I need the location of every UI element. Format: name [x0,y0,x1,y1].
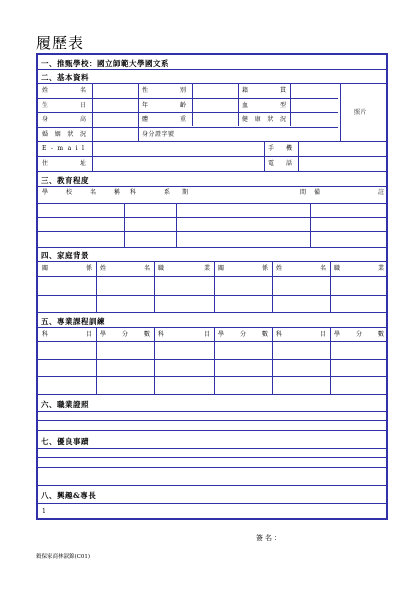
family-header-job-1: 職 業 [158,265,210,272]
label-height: 身 高 [42,116,86,123]
label-marital: 婚 姻 狀 況 [42,131,86,138]
interests-value: 1 [42,508,47,515]
resume-form [36,53,388,520]
course-header-credits-2: 學 分 數 [218,331,268,338]
section-school: 一、推甄學校：國立師範大學國文系 [41,59,169,68]
label-weight: 體 重 [142,116,186,123]
label-native: 籍 貫 [242,87,286,94]
section-basic-info: 二、基本資料 [41,73,89,82]
label-mobile: 手 機 [268,145,292,152]
family-header-name-1: 姓 名 [100,265,150,272]
label-name: 姓 名 [42,87,86,94]
label-health: 健 康 狀 況 [242,116,286,123]
family-header-job-2: 職 業 [334,265,384,272]
photo-label: 照片 [354,109,368,116]
family-header-name-2: 姓 名 [276,265,326,272]
section-achievements: 七、優良事蹟 [41,437,89,446]
label-gender: 性 別 [142,87,186,94]
label-email: E - m a i l [42,145,86,152]
section-interests: 八、興趣&專長 [41,491,97,500]
course-header-subject-2: 科 目 [158,331,210,338]
section-education: 三、教育程度 [41,176,89,185]
signature-label: 簽名： [256,534,283,542]
footer-note: 穀保家商林淑錦(C01) [36,554,90,560]
edu-header-notes: 備 註 [314,189,384,196]
edu-header-department: 科 系 [130,189,170,196]
family-header-relation-1: 關 係 [42,265,92,272]
course-header-credits-1: 學 分 數 [100,331,150,338]
label-id-number: 身分證字號 [142,131,175,138]
section-certificates: 六、職業證照 [41,400,89,409]
section-courses: 五、專業課程訓練 [41,317,105,326]
edu-header-period: 期 間 [182,189,306,196]
course-header-subject-1: 科 目 [42,331,92,338]
section-family: 四、家庭背景 [41,251,89,260]
family-header-relation-2: 關 係 [218,265,268,272]
label-age: 年 齡 [142,102,186,109]
label-birth: 生 日 [42,102,86,109]
label-phone: 電 話 [268,160,292,167]
label-address: 住 址 [42,160,86,167]
course-header-subject-3: 科 目 [276,331,326,338]
edu-header-school: 學 校 名 稱 [42,189,120,196]
page-title: 履歷表 [36,34,85,52]
label-blood: 血 型 [242,102,286,109]
course-header-credits-3: 學 分 數 [334,331,384,338]
